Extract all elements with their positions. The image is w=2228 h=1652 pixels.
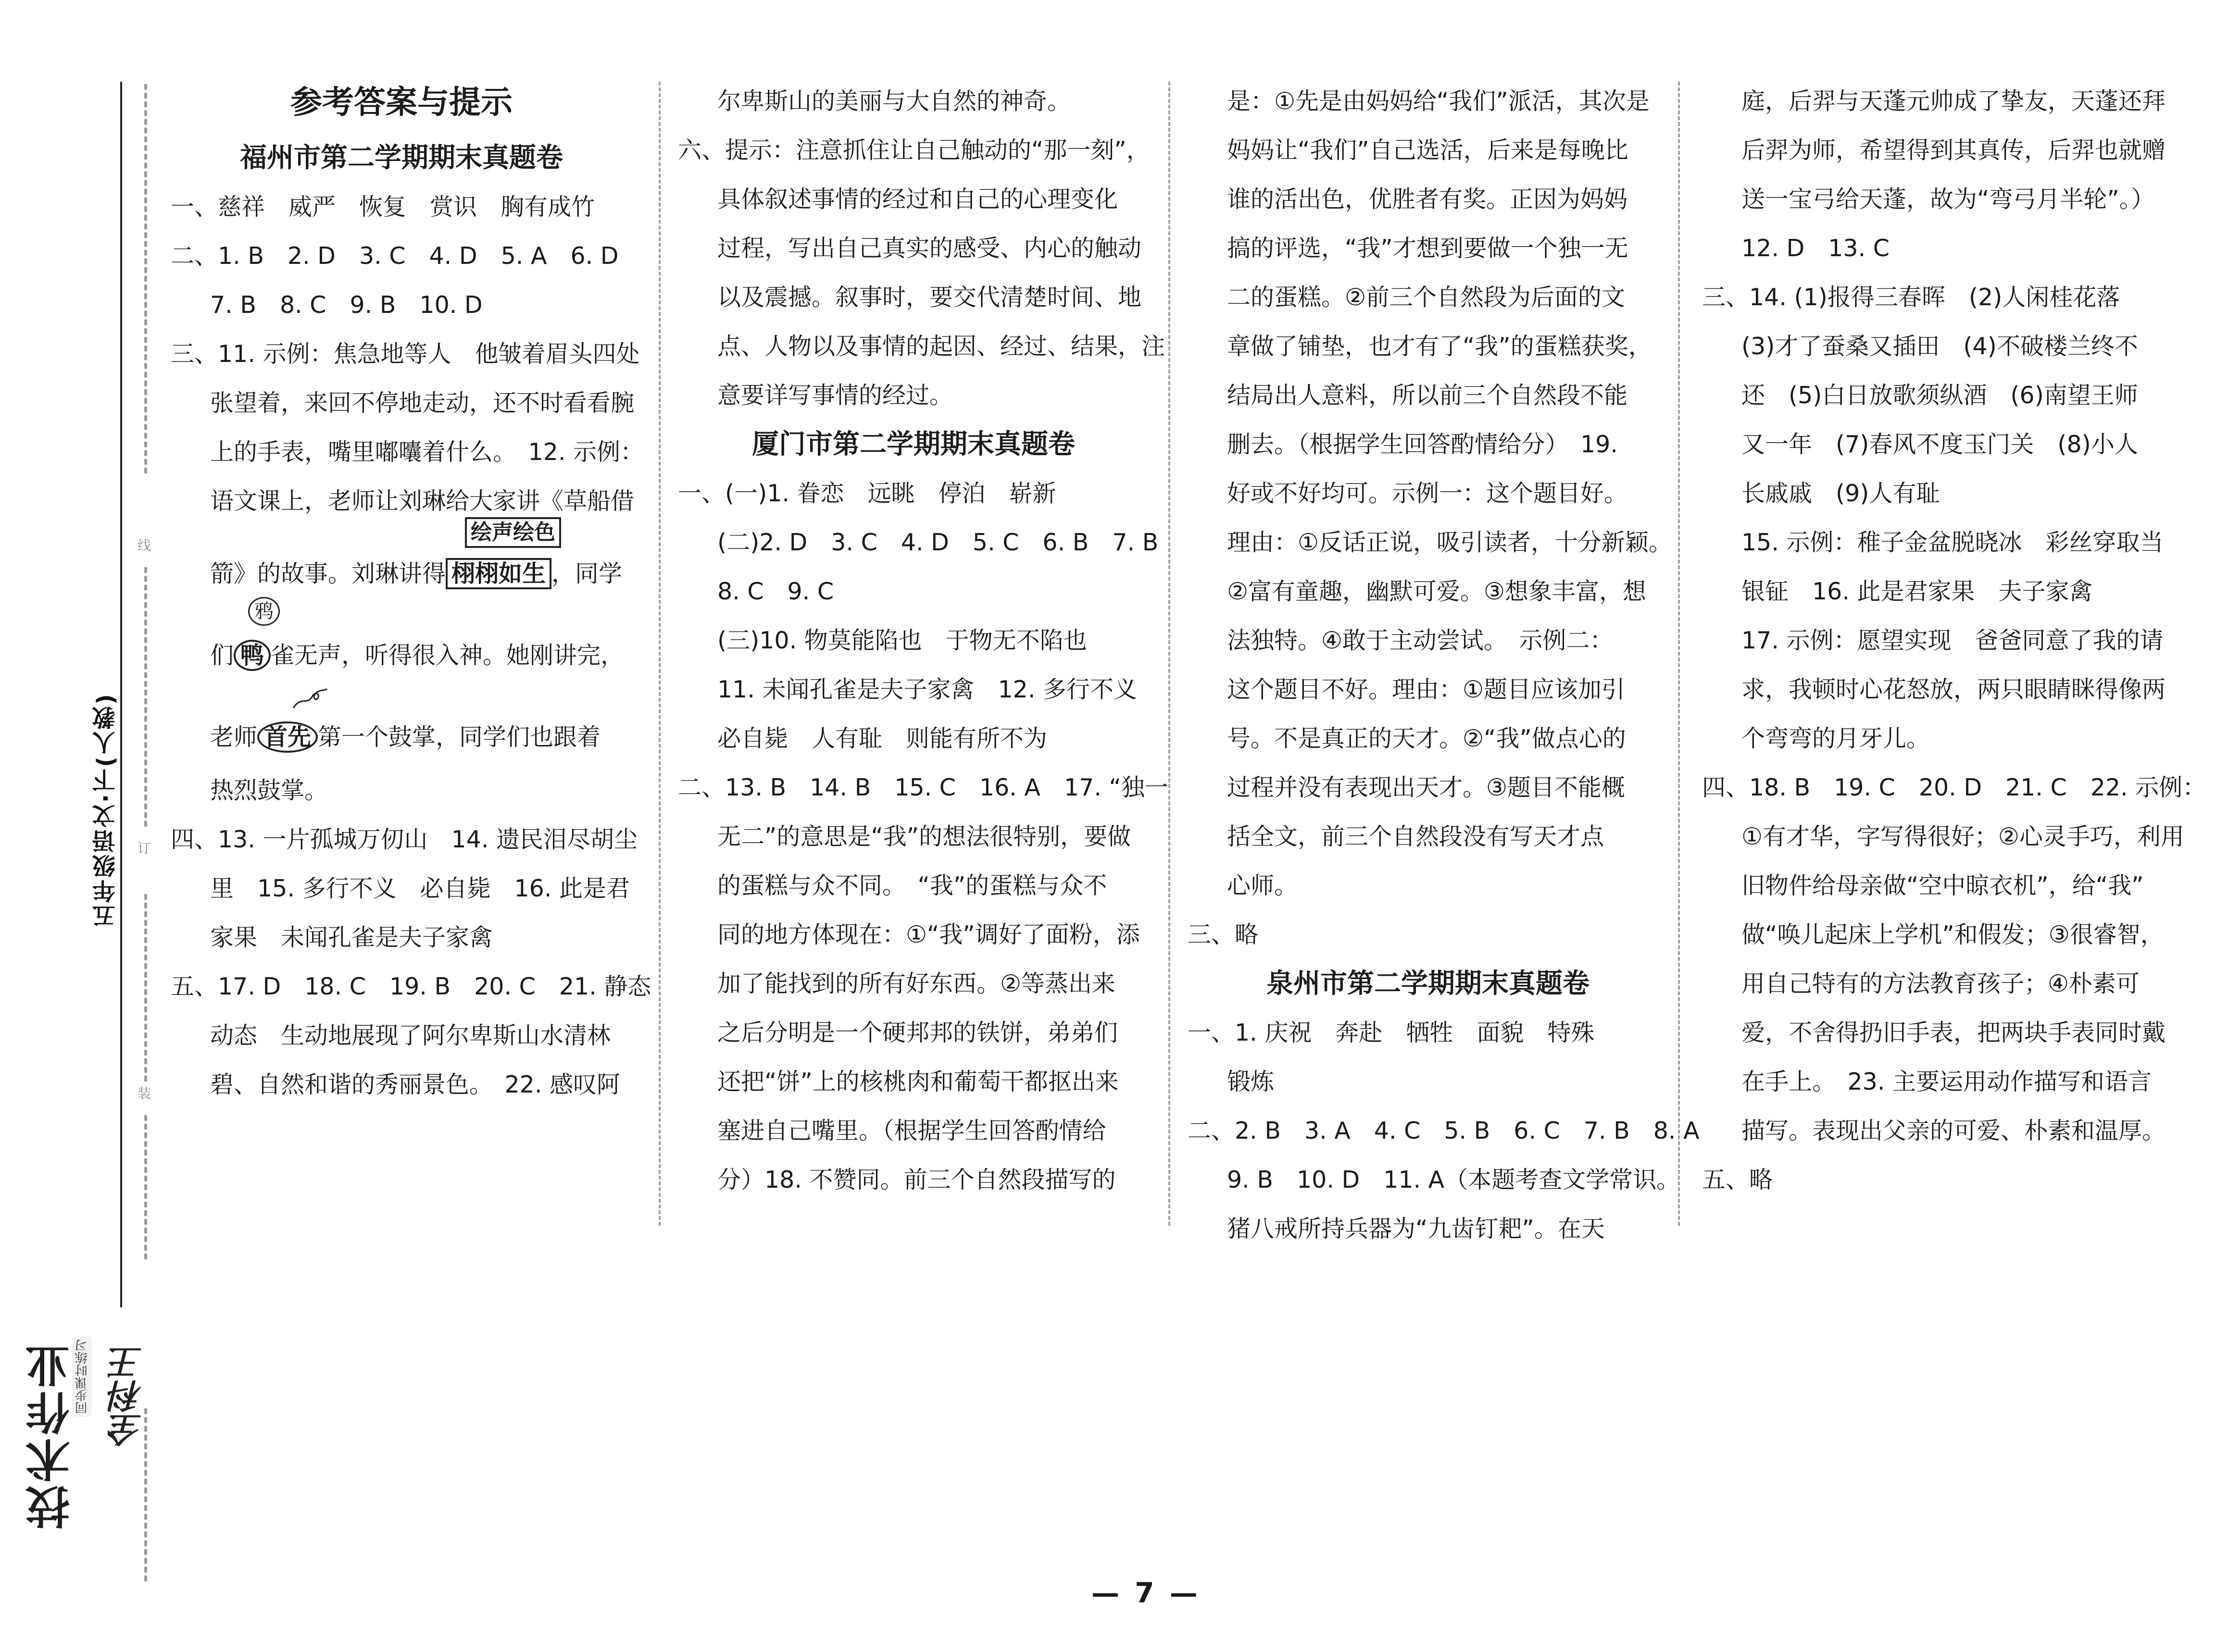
answer-line-correction (171, 708, 632, 766)
answer-line: 三、略 (1188, 921, 1259, 948)
answer-line: 五、略 (1702, 1166, 1773, 1193)
correction-boxed-word: 栩栩如生 (446, 558, 551, 589)
gutter-mark-zhuang: 装 (136, 1086, 151, 1100)
binding-dashed-line (144, 84, 147, 473)
answer-line: 里 15. 多行不义 必自毙 16. 此是君 (210, 875, 630, 902)
answer-line: 四、13. 一片孤城万仞山 14. 遗民泪尽胡尘 (171, 826, 638, 853)
answer-line: 妈妈让“我们”自己选活，后来是每晚比 (1227, 137, 1628, 164)
gutter-mark-ding: 订 (136, 841, 151, 855)
answer-text: 第一个鼓掌，同学们也跟着 (318, 723, 601, 751)
answer-line: 过程，写出自己真实的感受、内心的触动 (717, 235, 1142, 262)
answer-line: 12. D 13. C (1741, 235, 1890, 262)
answer-line: 个弯弯的月牙儿。 (1741, 725, 1930, 752)
answer-line: 二、1. B 2. D 3. C 4. D 5. A 6. D (171, 242, 619, 270)
answer-line: 三、14. (1)报得三春晖 (2)人闲桂花落 (1702, 284, 2120, 311)
answer-text: 雀无声，听得很入神。她刚讲完， (271, 642, 625, 669)
answer-line: 无二”的意思是“我”的想法很特别，要做 (717, 823, 1131, 850)
grade-label: 五年级语文·下(人教) (92, 692, 119, 928)
binding-dashed-line (144, 567, 147, 827)
answer-text: ，同学 (551, 560, 623, 587)
answer-line: 上的手表，嘴里嘟囔着什么。 12. 示例： (210, 438, 644, 466)
answer-line: 15. 示例：稚子金盆脱晓冰 彩丝穿取当 (1741, 529, 2164, 556)
binding-dashed-line (144, 894, 147, 1081)
answer-line-correction (171, 520, 632, 603)
column-3 (1188, 77, 1700, 1254)
answer-line: 8. C 9. C (717, 578, 834, 605)
answer-text: 老师 (210, 723, 258, 751)
answer-line: 四、18. B 19. C 20. D 21. C 22. 示例： (1702, 774, 2206, 801)
answer-line: 同的地方体现在：①“我”调好了面粉，添 (717, 921, 1140, 948)
answer-line: 做“唤儿起床上学机”和假发；③很睿智， (1741, 921, 2164, 948)
answer-line: 五、17. D 18. C 19. B 20. C 21. 静态 (171, 973, 651, 1000)
answer-line: 一、慈祥 威严 恢复 赏识 胸有成竹 (171, 193, 595, 221)
answer-line: 锻炼 (1227, 1068, 1275, 1095)
brand-title: 技术作业 (25, 1341, 77, 1529)
column-1 (171, 77, 651, 1109)
answer-line: 章做了铺垫，也才有了“我”的蛋糕获奖， (1227, 333, 1652, 360)
answer-line: ②富有童趣，幽默可爱。③想象丰富，想 (1227, 578, 1646, 605)
answer-line: 六、提示：注意抓住让自己触动的“那一刻”， (678, 137, 1150, 164)
answer-line: 又一年 (7)春风不度玉门关 (8)小人 (1741, 431, 2138, 458)
answer-line: 点、人物以及事情的起因、经过、结果，注 (717, 333, 1165, 360)
answer-line: 送一宝弓给天蓬，故为“弯弓月半轮”。） (1741, 186, 2155, 213)
answer-line: 分）18. 不赞同。前三个自然段描写的 (717, 1166, 1116, 1193)
answer-line: 张望着，来回不停地走动，还不时看看腕 (210, 389, 635, 417)
answer-line: 的蛋糕与众不同。 “我”的蛋糕与众不 (717, 872, 1107, 899)
correction-replacement: 绘声绘色 (465, 517, 561, 548)
correction-group (257, 708, 318, 766)
answer-line: 后羿为师，希望得到其真传，后羿也就赠 (1741, 137, 2166, 164)
answer-line: 9. B 10. D 11. A（本题考查文学常识。 (1227, 1166, 1680, 1193)
answer-line: (3)才了蚕桑又插田 (4)不破楼兰终不 (1741, 333, 2138, 360)
answer-line: 二、13. B 14. B 15. C 16. A 17. “独一 (678, 774, 1168, 801)
answer-line: 号。不是真正的天才。②“我”做点心的 (1227, 725, 1626, 752)
column-divider (1678, 82, 1680, 1226)
answer-line: ①有才华，字写得很好；②心灵手巧，利用 (1741, 823, 2184, 850)
column-2 (678, 77, 1168, 1205)
answer-line: 热烈鼓掌。 (210, 777, 328, 804)
answer-line: 尔卑斯山的美丽与大自然的神奇。 (717, 87, 1071, 115)
answer-line-correction (171, 600, 632, 684)
correction-circled-char: 鸭 (234, 640, 271, 671)
column-4 (1702, 77, 2206, 1205)
answer-line: 7. B 8. C 9. B 10. D (210, 291, 483, 319)
answer-line: 用自己特有的方法教育孩子；④朴素可 (1741, 970, 2140, 997)
brand-subtitle: 同步课时练习 (72, 1336, 92, 1417)
correction-replacement: 鸦 (248, 597, 280, 626)
answer-line: 加了能找到的所有好东西。②等蒸出来 (717, 970, 1115, 997)
section-title-xiamen: 厦门市第二学期期末真题卷 (752, 429, 1075, 460)
answer-line: 具体叙述事情的经过和自己的心理变化 (717, 186, 1118, 213)
answer-line: 家果 未闻孔雀是夫子家禽 (210, 924, 493, 951)
answer-line: 好或不好均可。示例一：这个题目好。 (1227, 480, 1628, 507)
answer-line: 结局出人意料，所以前三个自然段不能 (1227, 382, 1628, 409)
section-title-fuzhou: 福州市第二学期期末真题卷 (240, 142, 563, 174)
answer-line: 还 (5)白日放歌须纵酒 (6)南望王师 (1741, 382, 2138, 409)
answer-line: 心师。 (1227, 872, 1298, 899)
answer-line: 过程并没有表现出天才。③题目不能概 (1227, 774, 1625, 801)
answer-line: 旧物件给母亲做“空中晾衣机”，给“我” (1741, 872, 2144, 899)
answer-line: 三、11. 示例：焦急地等人 他皱着眉头四处 (171, 340, 640, 368)
answer-line: 17. 示例：愿望实现 爸爸同意了我的请 (1741, 627, 2164, 654)
answer-text: 箭》的故事。刘琳讲得 (210, 560, 446, 587)
answer-line: 动态 生动地展现了阿尔卑斯山水清林 (210, 1022, 611, 1049)
insertion-mark-icon (291, 686, 329, 710)
answer-line: 删去。（根据学生回答酌情给分） 19. (1227, 431, 1618, 458)
answer-line: 庭，后羿与天蓬元帅成了挚友，天蓬还拜 (1741, 87, 2166, 115)
answer-line: 银钲 16. 此是君家果 夫子家禽 (1741, 578, 2093, 605)
answer-line: 谁的活出色，优胜者有奖。正因为妈妈 (1227, 186, 1628, 213)
answer-line: 塞进自己嘴里。（根据学生回答酌情给 (717, 1117, 1106, 1144)
answer-line: 之后分明是一个硬邦邦的铁饼，弟弟们 (717, 1019, 1118, 1046)
gutter-mark-xian: 线 (136, 538, 151, 552)
answer-line: 碧、自然和谐的秀丽景色。 22. 感叹阿 (210, 1071, 621, 1098)
answer-line: 二的蛋糕。②前三个自然段为后面的文 (1227, 284, 1625, 311)
answer-line: (三)10. 物莫能陷也 于物无不陷也 (717, 627, 1087, 654)
column-divider (659, 82, 661, 1226)
answer-line: 还把“饼”上的核桃肉和葡萄干都抠出来 (717, 1068, 1119, 1095)
answer-line: 这个题目不好。理由：①题目应该加引 (1227, 676, 1625, 703)
answer-line: 爱，不舍得扔旧手表，把两块手表同时戴 (1741, 1019, 2166, 1046)
answer-line: 描写。表现出父亲的可爱、朴素和温厚。 (1741, 1117, 2166, 1144)
answer-line: 括全文，前三个自然段没有写天才点 (1227, 823, 1604, 850)
answer-line: 必自毙 人有耻 则能有所不为 (717, 725, 1048, 752)
answer-line: 意要详写事情的经过。 (717, 382, 953, 409)
answer-line: 在手上。 23. 主要运用动作描写和语言 (1741, 1068, 2152, 1095)
correction-circled-word: 首先 (257, 721, 318, 753)
answer-line: 一、1. 庆祝 奔赴 牺牲 面貌 特殊 (1188, 1019, 1595, 1046)
answer-line: 求，我顿时心花怒放，两只眼睛眯得像两 (1741, 676, 2166, 703)
page-title: 参考答案与提示 (290, 84, 513, 121)
answer-text: 们 (210, 642, 234, 669)
answer-line: 11. 未闻孔雀是夫子家禽 12. 多行不义 (717, 676, 1138, 703)
answer-line: 理由：①反话正说，吸引读者，十分新颖。 (1227, 529, 1672, 556)
answer-line: 二、2. B 3. A 4. C 5. B 6. C 7. B 8. A (1188, 1117, 1700, 1144)
section-title-quanzhou: 泉州市第二学期期末真题卷 (1266, 968, 1590, 999)
answer-line: 以及震撼。叙事时，要交代清楚时间、地 (717, 284, 1142, 311)
binding-dashed-line (144, 1115, 147, 1259)
answer-line: 长戚戚 (9)人有耻 (1741, 480, 1940, 507)
answer-line: 是：①先是由妈妈给“我们”派活，其次是 (1227, 87, 1650, 115)
answer-line: 语文课上，老师让刘琳给大家讲《草船借 (210, 487, 635, 515)
answer-line: (二)2. D 3. C 4. D 5. C 6. B 7. B (717, 529, 1159, 556)
brand-logo: 全科王 (108, 1346, 148, 1447)
answer-line: 搞的评选，“我”才想到要做一个独一无 (1227, 235, 1628, 262)
correction-group (234, 600, 274, 684)
correction-group (446, 520, 556, 603)
column-divider (1168, 82, 1170, 1226)
answer-line: 一、(一)1. 眷恋 远眺 停泊 崭新 (678, 480, 1056, 507)
page-number: — 7 — (1091, 1577, 1201, 1609)
answer-line: 猪八戒所持兵器为“九齿钉耙”。在天 (1227, 1215, 1605, 1242)
answer-line: 法独特。④敢于主动尝试。 示例二： (1227, 627, 1614, 654)
